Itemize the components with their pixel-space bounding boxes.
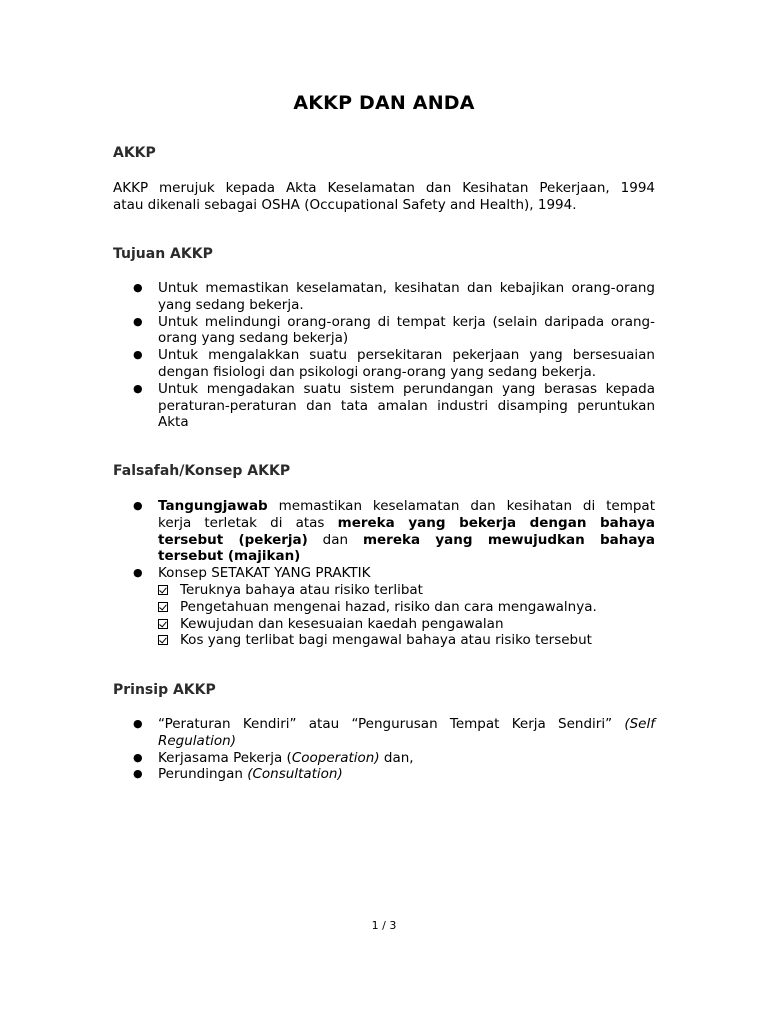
checklist-text: Teruknya bahaya atau risiko terlibat [180, 581, 423, 598]
checklist-text: Kewujudan dan kesesuaian kaedah pengawalan [180, 615, 504, 632]
bold-text: Tangungjawab [158, 498, 268, 514]
paragraph-line: AKKP merujuk kepada Akta Keselamatan dan Kesihatan Pekerjaan, 1994 [113, 180, 655, 196]
list-item-line: yang sedang bekerja. [158, 296, 304, 313]
italic-text: (Consultation) [247, 766, 343, 783]
bullet-icon: ● [133, 281, 143, 294]
text: dan [307, 531, 363, 548]
checklist-item [158, 582, 655, 599]
page-number: 1 / 3 [371, 919, 397, 932]
list-item-line: dengan fisiologi dan psikologi orang-orang yang sedang bekerja. [158, 363, 597, 380]
heading-akkp: AKKP [113, 145, 156, 161]
text: dan, [379, 749, 414, 766]
text: memastikan keselamatan dan kesihatan di tempat [267, 498, 655, 514]
list-falsafah [113, 498, 655, 649]
list-item-line: Untuk mengadakan suatu sistem perundangan yang berasas kepada [158, 380, 655, 397]
italic-text: Regulation) [158, 732, 236, 749]
list-item [113, 314, 655, 348]
bullet-icon: ● [133, 566, 143, 580]
list-item-label: Konsep SETAKAT YANG PRAKTIK [158, 565, 371, 582]
checkbox-checked-icon [158, 585, 168, 595]
list-item-line: orang yang sedang bekerja) [158, 330, 349, 347]
checkbox-checked-icon [158, 619, 168, 629]
checklist-item [158, 599, 655, 616]
paragraph-line: atau dikenali sebagai OSHA (Occupational Safety and Health), 1994. [113, 197, 577, 213]
list-prinsip [113, 716, 655, 783]
bold-text: tersebut (pekerja) [158, 531, 308, 548]
list-item [113, 565, 655, 649]
bullet-icon: ● [133, 348, 143, 362]
bold-text: tersebut (majikan) [158, 548, 301, 565]
bold-text: mereka yang bekerja dengan bahaya [337, 514, 655, 531]
bullet-icon: ● [133, 381, 143, 395]
bold-text: mereka yang mewujudkan bahaya [362, 531, 655, 548]
list-item-line: Untuk memastikan keselamatan, kesihatan dan kebajikan orang-orang [158, 280, 655, 296]
bullet-icon: ● [133, 750, 143, 764]
bullet-icon: ● [133, 314, 143, 328]
text: Kerjasama Pekerja ( [158, 749, 292, 766]
checkbox-checked-icon [158, 602, 168, 612]
paragraph-akkp-definition [113, 180, 655, 214]
list-item [113, 716, 655, 750]
document-title: AKKP DAN ANDA [293, 92, 475, 114]
list-item [113, 381, 655, 431]
italic-text: (Self [624, 716, 655, 732]
list-item [113, 347, 655, 381]
text: kerja terletak di atas [158, 514, 338, 531]
list-item-line: Akta [158, 414, 189, 431]
heading-tujuan: Tujuan AKKP [113, 246, 213, 262]
checklist-text: Kos yang terlibat bagi mengawal bahaya atau risiko tersebut [180, 632, 592, 649]
list-item [113, 766, 655, 783]
list-item [113, 498, 655, 565]
bullet-icon: ● [133, 499, 143, 512]
bullet-icon: ● [133, 717, 143, 730]
list-item-line: peraturan-peraturan dan tata amalan industri disamping peruntukan [158, 397, 655, 414]
checklist-text: Pengetahuan mengenai hazad, risiko dan cara mengawalnya. [180, 598, 597, 615]
checklist-item [158, 632, 655, 649]
checkbox-checked-icon [158, 635, 168, 645]
italic-text: Cooperation) [291, 749, 380, 766]
list-item-line: Untuk mengalakkan suatu persekitaran pekerjaan yang bersesuaian [158, 347, 655, 364]
list-tujuan [113, 280, 655, 431]
text: Perundingan [158, 766, 248, 783]
list-item [113, 750, 655, 767]
list-item [113, 280, 655, 314]
list-item-line: Untuk melindungi orang-orang di tempat kerja (selain daripada orang- [158, 313, 655, 330]
heading-falsafah: Falsafah/Konsep AKKP [113, 463, 291, 479]
bullet-icon: ● [133, 767, 143, 781]
checklist-item [158, 616, 655, 633]
text: “Peraturan Kendiri” atau “Pengurusan Tempat Kerja Sendiri” [158, 716, 625, 732]
heading-prinsip: Prinsip AKKP [113, 682, 216, 698]
